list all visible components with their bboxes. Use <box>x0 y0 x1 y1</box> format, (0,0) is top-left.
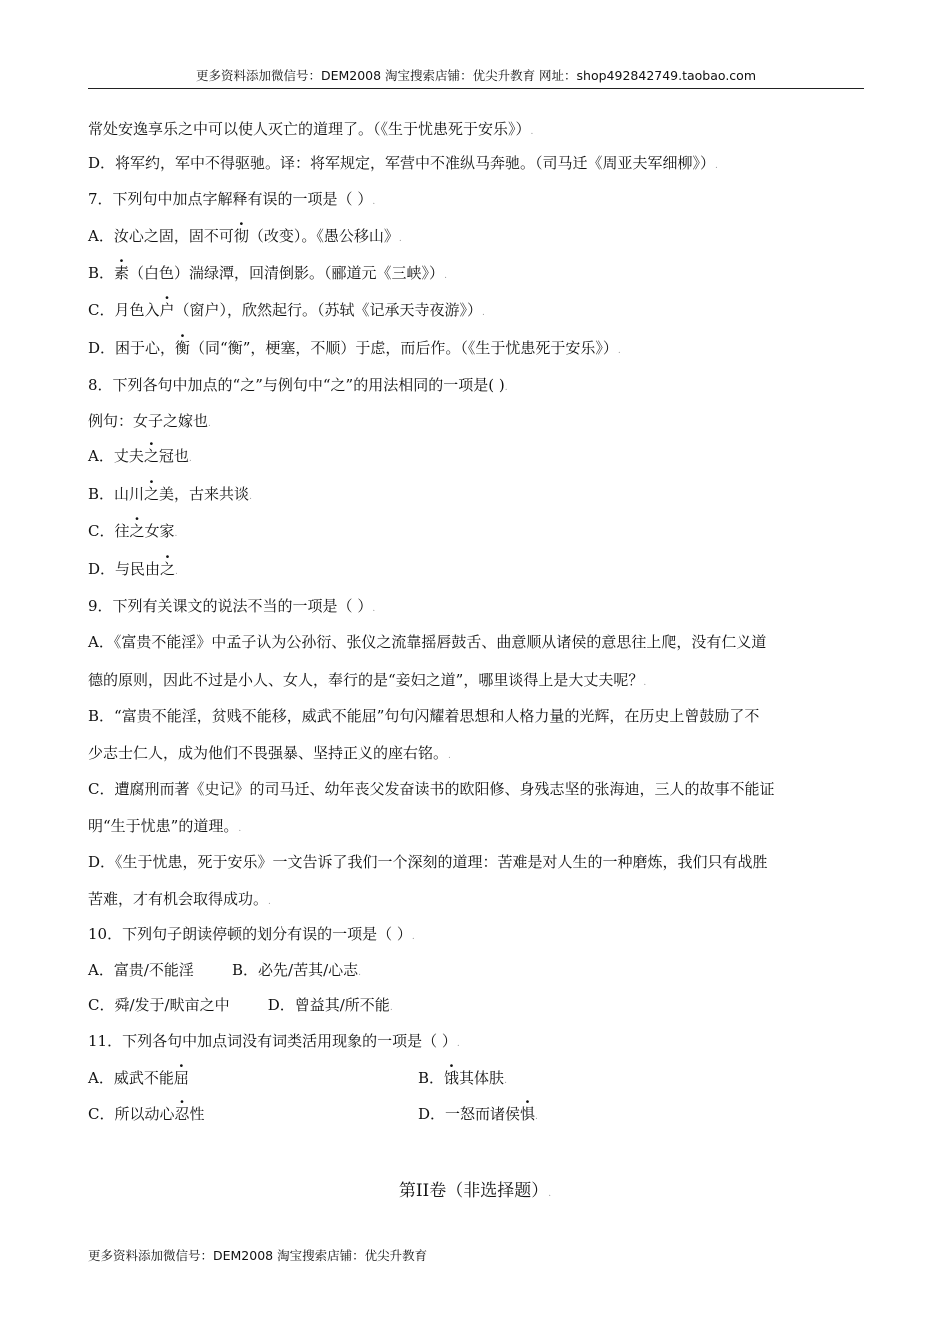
options-10ab: A．富贵/不能淫 B．必先/苦其/心志. <box>88 961 362 979</box>
options-10cd: C．舜/发于/畎亩之中 D．曾益其/所不能. <box>88 996 393 1014</box>
question-9: 9．下列有关课文的说法不当的一项是（ ）. <box>88 597 376 615</box>
emphasized-char: 衡 <box>175 339 191 357</box>
option-7a: A．汝心之固，固不可彻（改变）。《愚公移山》. <box>88 227 402 245</box>
option-7c: C．月色入户（窗户），欣然起行。（苏轼《记承天寺夜游》）. <box>88 301 485 319</box>
emphasized-char: 彻 <box>233 227 249 245</box>
option-9c-line2: 明“生于忧患”的道理。. <box>88 817 242 835</box>
option-8b: B．山川之美，古来共谈. <box>88 485 252 503</box>
question-11: 11．下列各句中加点词没有词类活用现象的一项是（ ）. <box>88 1032 460 1050</box>
option-7b: B．素（白色）湍绿潭，回清倒影。（郦道元《三峡》）. <box>88 264 447 282</box>
text-line: D．将军约，军中不得驱驰。译：将军规定，军营中不准纵马奔驰。（司马迁《周亚夫军细柳》）. <box>88 154 718 172</box>
option-9d-line2: 苦难，才有机会取得成功。. <box>88 890 271 908</box>
question-8: 8．下列各句中加点的“之”与例句中“之”的用法相同的一项是( ). <box>88 376 508 394</box>
option-7d: D．困于心，衡（同“衡”，梗塞，不顺）于虑，而后作。（《生于忧患死于安乐》）. <box>88 339 621 357</box>
option-8a: A．丈夫之冠也. <box>88 447 192 465</box>
option-8c: C．往之女家. <box>88 522 178 540</box>
emphasized-char: 户 <box>159 301 175 319</box>
question-7: 7．下列句中加点字解释有误的一项是（ ）. <box>88 190 376 208</box>
emphasized-char: 饿 <box>444 1069 460 1087</box>
emphasized-char: 之 <box>144 485 160 503</box>
section-title: 第II卷（非选择题）. <box>398 1181 552 1201</box>
options-11ab: A．威武不能屈 B．饿其体肤. <box>88 1069 507 1087</box>
option-9a-line2: 德的原则，因此不过是小人、女人，奉行的是“妾妇之道”，哪里谈得上是大丈夫呢？. <box>88 671 647 689</box>
page-header: 更多资料添加微信号：DEM2008 淘宝搜索店铺：优尖升教育 网址：shop492842749.taobao.com <box>88 66 864 89</box>
option-9b-line2: 少志士仁人，成为他们不畏强暴、坚持正义的座右铭。. <box>88 744 451 762</box>
emphasized-char: 惧 <box>520 1105 536 1123</box>
emphasized-char: 之 <box>143 447 159 465</box>
options-11cd: C．所以动心忍性 D．一怒而诸侯惧. <box>88 1105 538 1123</box>
option-9a-line1: A．《富贵不能淫》中孟子认为公孙衍、张仪之流靠摇唇鼓舌、曲意顺从诸侯的意思往上爬，没有仁义道 <box>88 633 767 651</box>
example-8: 例句：女子之嫁也. <box>88 412 211 430</box>
option-8d: D．与民由之. <box>88 560 178 578</box>
emphasized-char: 忍 <box>174 1105 190 1123</box>
question-10: 10．下列句子朗读停顿的划分有误的一项是（ ）. <box>88 925 415 943</box>
option-9c-line1: C．遭腐刑而著《史记》的司马迁、幼年丧父发奋读书的欧阳修、身残志坚的张海迪，三人的故事不能证 <box>88 780 775 798</box>
page-footer: 更多资料添加微信号：DEM2008 淘宝搜索店铺：优尖升教育 <box>88 1248 428 1263</box>
emphasized-char: 之 <box>129 522 145 540</box>
text-line: 常处安逸享乐之中可以使人灭亡的道理了。（《生于忧患死于安乐》）. <box>88 120 534 138</box>
option-9d-line1: D．《生于忧患，死于安乐》一文告诉了我们一个深刻的道理：苦难是对人生的一种磨炼，我们只有战胜 <box>88 853 768 871</box>
emphasized-char: 屈 <box>173 1069 189 1087</box>
emphasized-char: 素 <box>114 264 130 282</box>
option-9b-line1: B．“富贵不能淫，贫贱不能移，威武不能屈”句句闪耀着思想和人格力量的光辉，在历史上曾鼓励了不 <box>88 707 760 725</box>
emphasized-char: 之 <box>160 560 176 578</box>
